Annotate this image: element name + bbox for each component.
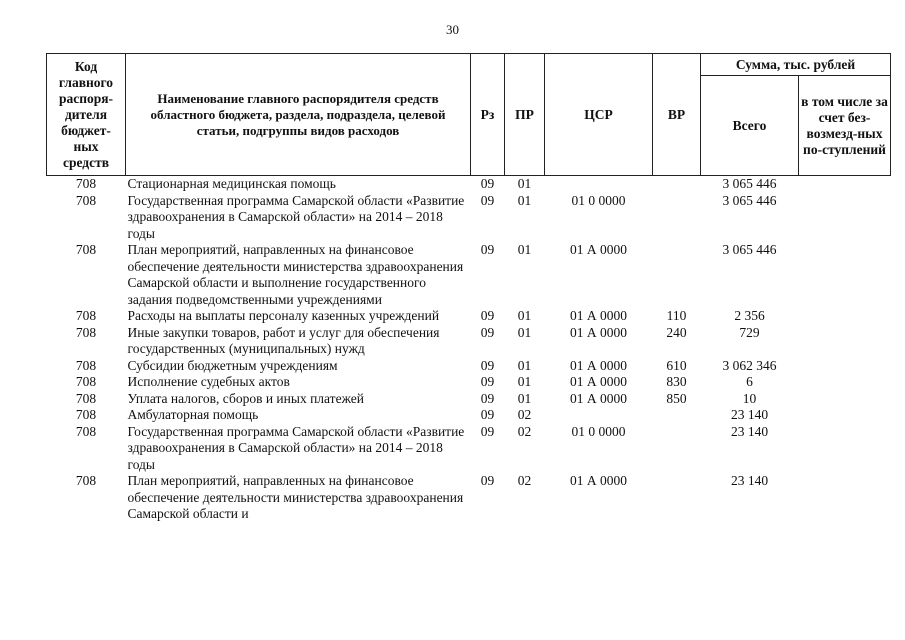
row-gratuitous — [799, 308, 891, 325]
row-name: Исполнение судебных актов — [127, 374, 290, 389]
row-total: 3 065 446 — [722, 192, 777, 208]
row-code: 708 — [75, 473, 97, 488]
row-name: Государственная программа Самарской области «Развитие здравоохранения в Самарской области» на 2014 – 2018 годы — [127, 423, 465, 472]
row-pr: 02 — [517, 423, 532, 439]
row-total: 2 356 — [734, 308, 765, 323]
row-total: 23 140 — [730, 473, 769, 488]
row-total: 3 062 346 — [722, 357, 777, 373]
row-rz: 09 — [480, 390, 495, 406]
row-name: Амбулаторная помощь — [127, 407, 259, 422]
row-vr: 850 — [666, 390, 687, 406]
page-number: 30 — [446, 22, 459, 37]
row-vr: 240 — [666, 324, 687, 340]
row-name: Стационарная медицинская помощь — [127, 176, 336, 191]
row-name: Государственная программа Самарской области «Развитие здравоохранения в Самарской области» на 2014 – 2018 годы — [127, 192, 465, 241]
row-pr: 01 — [517, 390, 532, 406]
header-name: Наименование главного распорядителя средств областного бюджета, раздела, подраздела, целевой статьи, подгруппы видов расходов — [126, 54, 471, 176]
row-gratuitous — [799, 424, 891, 474]
row-csr — [545, 176, 653, 193]
table-row — [47, 424, 891, 474]
row-name: Иные закупки товаров, работ и услуг для обеспечения государственных (муниципальных) нужд — [127, 324, 440, 356]
header-total: Всего — [701, 76, 799, 176]
row-rz: 09 — [480, 242, 495, 257]
header-rz: Рз — [471, 54, 505, 176]
row-pr: 01 — [517, 308, 532, 323]
row-total: 3 065 446 — [722, 242, 777, 257]
table-row — [47, 325, 891, 358]
row-vr — [653, 424, 701, 474]
row-gratuitous — [799, 473, 891, 523]
row-total: 10 — [742, 390, 757, 406]
table-row — [47, 176, 891, 193]
table-row — [47, 407, 891, 424]
row-code: 708 — [75, 374, 97, 389]
row-pr: 01 — [517, 324, 532, 340]
budget-table — [46, 53, 891, 523]
row-code: 708 — [75, 242, 97, 257]
row-gratuitous — [799, 391, 891, 408]
table-row — [47, 358, 891, 375]
row-code: 708 — [75, 407, 97, 422]
header-sum: Сумма, тыс. рублей — [701, 54, 891, 76]
row-gratuitous — [799, 374, 891, 391]
row-code: 708 — [75, 324, 97, 340]
row-code: 708 — [75, 176, 97, 191]
header-pr: ПР — [505, 54, 545, 176]
row-rz: 09 — [480, 423, 495, 439]
row-rz: 09 — [480, 357, 495, 373]
row-gratuitous — [799, 358, 891, 375]
table-row — [47, 242, 891, 308]
row-total: 23 140 — [730, 423, 769, 439]
row-csr — [545, 407, 653, 424]
row-gratuitous — [799, 176, 891, 193]
row-code: 708 — [75, 423, 97, 439]
row-gratuitous — [799, 407, 891, 424]
row-csr: 01 А 0000 — [570, 242, 627, 257]
row-csr: 01 А 0000 — [570, 374, 627, 389]
row-vr — [653, 193, 701, 243]
row-pr: 02 — [517, 473, 532, 488]
table-row — [47, 308, 891, 325]
row-code: 708 — [75, 357, 97, 373]
table-body — [47, 176, 891, 523]
row-rz: 09 — [480, 324, 495, 340]
table-row — [47, 473, 891, 523]
row-pr: 02 — [517, 407, 532, 422]
row-code: 708 — [75, 192, 97, 208]
row-csr: 01 А 0000 — [570, 324, 627, 340]
row-name: Уплата налогов, сборов и иных платежей — [127, 390, 364, 406]
row-gratuitous — [799, 193, 891, 243]
row-csr: 01 А 0000 — [570, 390, 627, 406]
row-rz: 09 — [480, 374, 495, 389]
row-vr — [653, 176, 701, 193]
header-gratuitous: в том числе за счет без-возмезд-ных по-ступлений — [799, 76, 891, 176]
header-code: Код главного распоря-дителя бюджет-ных средств — [47, 54, 126, 176]
row-gratuitous — [799, 325, 891, 358]
row-name: План мероприятий, направленных на финансовое обеспечение деятельности министерства здравоохранения Самарской области и — [127, 473, 464, 521]
row-vr: 110 — [666, 308, 687, 323]
row-total: 3 065 446 — [722, 176, 777, 191]
row-csr: 01 А 0000 — [570, 473, 627, 488]
row-pr: 01 — [517, 242, 532, 257]
row-csr: 01 0 0000 — [571, 192, 626, 208]
header-csr: ЦСР — [545, 54, 653, 176]
row-csr: 01 А 0000 — [570, 308, 627, 323]
row-vr — [653, 407, 701, 424]
row-pr: 01 — [517, 192, 532, 208]
table-row — [47, 193, 891, 243]
row-vr: 830 — [666, 374, 687, 389]
row-rz: 09 — [480, 308, 495, 323]
row-vr: 610 — [666, 357, 687, 373]
row-total: 6 — [746, 374, 753, 389]
row-pr: 01 — [517, 176, 532, 191]
row-vr — [653, 242, 701, 308]
row-pr: 01 — [517, 374, 532, 389]
header-vr: ВР — [653, 54, 701, 176]
table-row — [47, 391, 891, 408]
row-rz: 09 — [480, 473, 495, 488]
row-total: 23 140 — [730, 407, 769, 422]
row-total: 729 — [739, 324, 760, 340]
row-rz: 09 — [480, 192, 495, 208]
row-rz: 09 — [480, 176, 495, 191]
row-pr: 01 — [517, 357, 532, 373]
row-csr: 01 А 0000 — [570, 357, 627, 373]
row-name: Расходы на выплаты персоналу казенных учреждений — [127, 308, 440, 323]
row-rz: 09 — [480, 407, 495, 422]
table-row — [47, 374, 891, 391]
row-name: План мероприятий, направленных на финансовое обеспечение деятельности министерства здравоохранения Самарской области и выполнение государственного задания подведомственными учреждениями — [127, 242, 464, 307]
row-code: 708 — [75, 308, 97, 323]
row-gratuitous — [799, 242, 891, 308]
row-name: Субсидии бюджетным учреждениям — [127, 357, 338, 373]
row-code: 708 — [75, 390, 97, 406]
row-csr: 01 0 0000 — [571, 423, 626, 439]
row-vr — [653, 473, 701, 523]
